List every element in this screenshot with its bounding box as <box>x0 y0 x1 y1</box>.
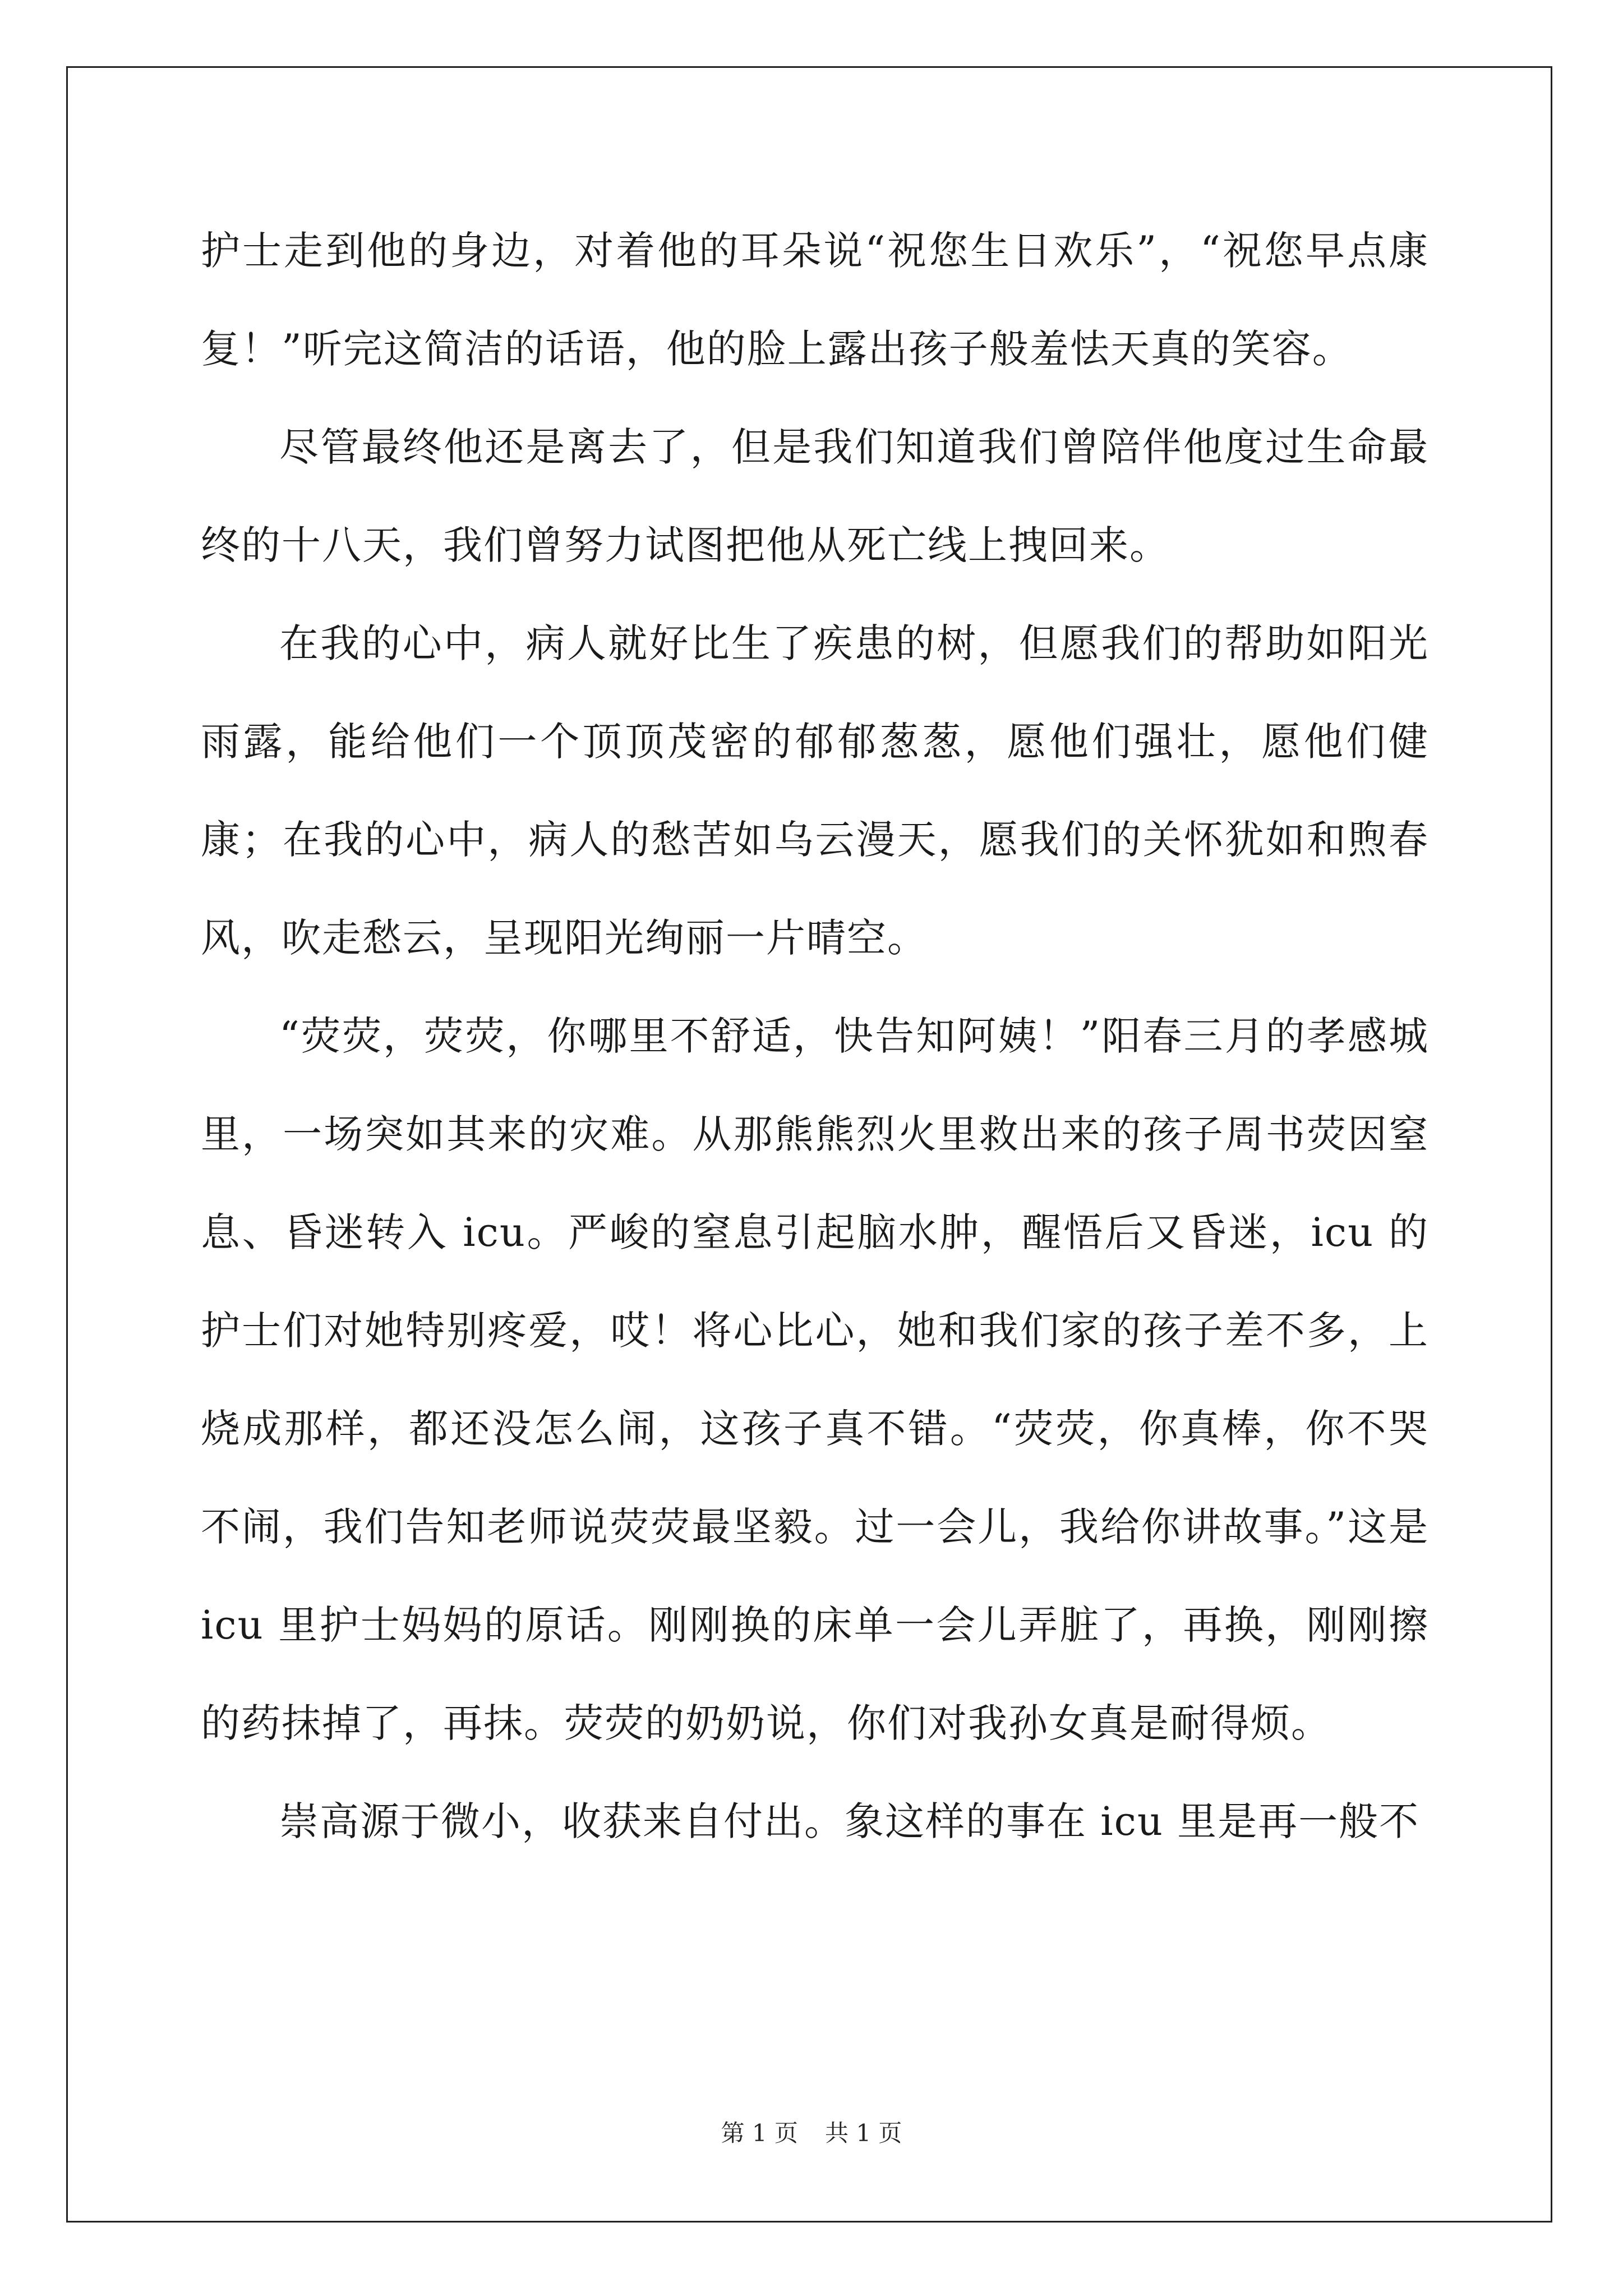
page-footer <box>0 2115 1623 2148</box>
paragraph: 护士走到他的身边，对着他的耳朵说“祝您生日欢乐”，“祝您早点康复！”听完这简洁的话语，他的脸上露出孩子般羞怯天真的笑容。 <box>201 228 1429 372</box>
paragraph: 在我的心中，病人就好比生了疾患的树，但愿我们的帮助如阳光雨露，能给他们一个顶顶茂密的郁郁葱葱，愿他们强壮，愿他们健康；在我的心中，病人的愁苦如乌云漫天，愿我们的关怀犹如和煦春风，吹走愁云，呈现阳光绚丽一片晴空。 <box>201 620 1429 961</box>
page-number: 第 1 页 <box>721 2119 798 2147</box>
page-total: 共 1 页 <box>825 2119 902 2147</box>
document-body <box>201 202 1429 1871</box>
paragraph: “荧荧，荧荧，你哪里不舒适，快告知阿姨！”阳春三月的孝感城里，一场突如其来的灾难。从那熊熊烈火里救出来的孩子周书荧因窒息、昏迷转入 icu。严峻的窒息引起脑水肿，醒悟后又昏迷，icu 的护士们对她特别疼爱，哎！将心比心，她和我们家的孩子差不多，上烧成那样，都还没怎么闹，这孩子真不错。“荧荧，你真棒，你不哭不闹，我们告知老师说荧荧最坚毅。过一会儿，我给你讲故事。”这是 icu 里护士妈妈的原话。刚刚换的床单一会儿弄脏了，再换，刚刚擦的药抹掉了，再抹。荧荧的奶奶说，你们对我孙女真是耐得烦。 <box>201 1013 1429 1746</box>
paragraph: 尽管最终他还是离去了，但是我们知道我们曾陪伴他度过生命最终的十八天，我们曾努力试图把他从死亡线上拽回来。 <box>201 424 1429 568</box>
paragraph: 崇高源于微小，收获来自付出。象这样的事在 icu 里是再一般不 <box>279 1798 1420 1844</box>
